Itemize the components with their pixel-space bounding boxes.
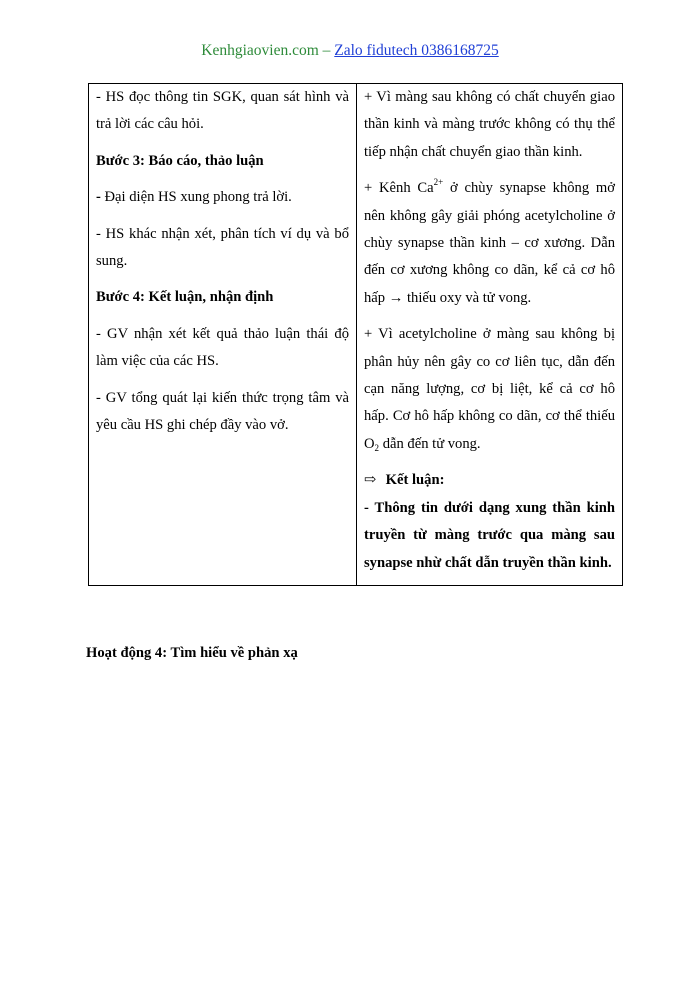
page-header [0, 42, 700, 60]
step3-item-2: - HS khác nhận xét, phân tích ví dụ và bổ sung. [96, 225, 349, 270]
conclusion-title-line [364, 467, 615, 494]
site-name[interactable]: Kenhgiaovien.com [201, 42, 319, 59]
teacher-student-activity-cell [89, 84, 357, 586]
answer-paragraph-1: + Vì màng sau không có chất chuyển giao thần kinh và màng trước không có thụ thể tiếp nhận chất chuyển giao thần kinh. [364, 89, 615, 160]
conclusion-text: - Thông tin dưới dạng xung thần kinh truyền từ màng trước qua màng sau synapse nhừ chất dẫn truyền thần kinh. [364, 499, 615, 571]
answer-2-part-b: ở chùy synapse không mở nên không gây giải phóng acetylcholine ở chùy synapse thần kinh – cơ xương. Dẫn đến cơ xương không co dãn, kể cả cơ hô hấp → thiếu oxy và tử vong. [364, 180, 615, 306]
lesson-table [88, 83, 623, 586]
read-textbook-text: - HS đọc thông tin SGK, quan sát hình và trả lời các câu hỏi. [96, 89, 349, 133]
step4-item-1: - GV nhận xét kết quả thảo luận thái độ làm việc của các HS. [96, 325, 349, 370]
right-arrow-icon: ⇨ [364, 472, 377, 489]
oxygen-subscript: 2 [374, 442, 380, 453]
header-separator: – [318, 42, 335, 59]
step3-title: Bước 3: Báo cáo, thảo luận [96, 152, 264, 169]
step3-item-1 [96, 184, 349, 211]
answer-paragraph-2 [364, 175, 615, 312]
table-row [89, 84, 623, 586]
activity-4-heading: Hoạt động 4: Tìm hiểu về phản xạ [86, 645, 298, 661]
conclusion-title: Kết luận: [385, 472, 445, 489]
zalo-link[interactable]: Zalo fidutech 0386168725 [334, 42, 499, 59]
step3-item-1-text: Đại diện HS xung phong trả lời. [104, 189, 292, 206]
step4-item-2: - GV tổng quát lại kiến thức trọng tâm và yêu cầu HS ghi chép đầy vào vở. [96, 389, 349, 434]
step4-title: Bước 4: Kết luận, nhận định [96, 289, 274, 306]
expected-product-cell [357, 84, 623, 586]
step3-dash: - [96, 189, 105, 206]
answer-2-part-a: + Kênh Ca [364, 180, 434, 197]
answer-3-part-b: dẫn đến tử vong. [379, 435, 481, 452]
answer-3-part-a: + Vì acetylcholine ở màng sau không bị phân hủy nên gây co cơ liên tục, dẫn đến cạn năng lượng, cơ bị liệt, kể cả cơ hô hấp. Cơ hô hấp không co dãn, cơ thể thiếu O [364, 326, 615, 452]
answer-paragraph-3 [364, 321, 615, 458]
calcium-charge: 2+ [433, 177, 444, 188]
